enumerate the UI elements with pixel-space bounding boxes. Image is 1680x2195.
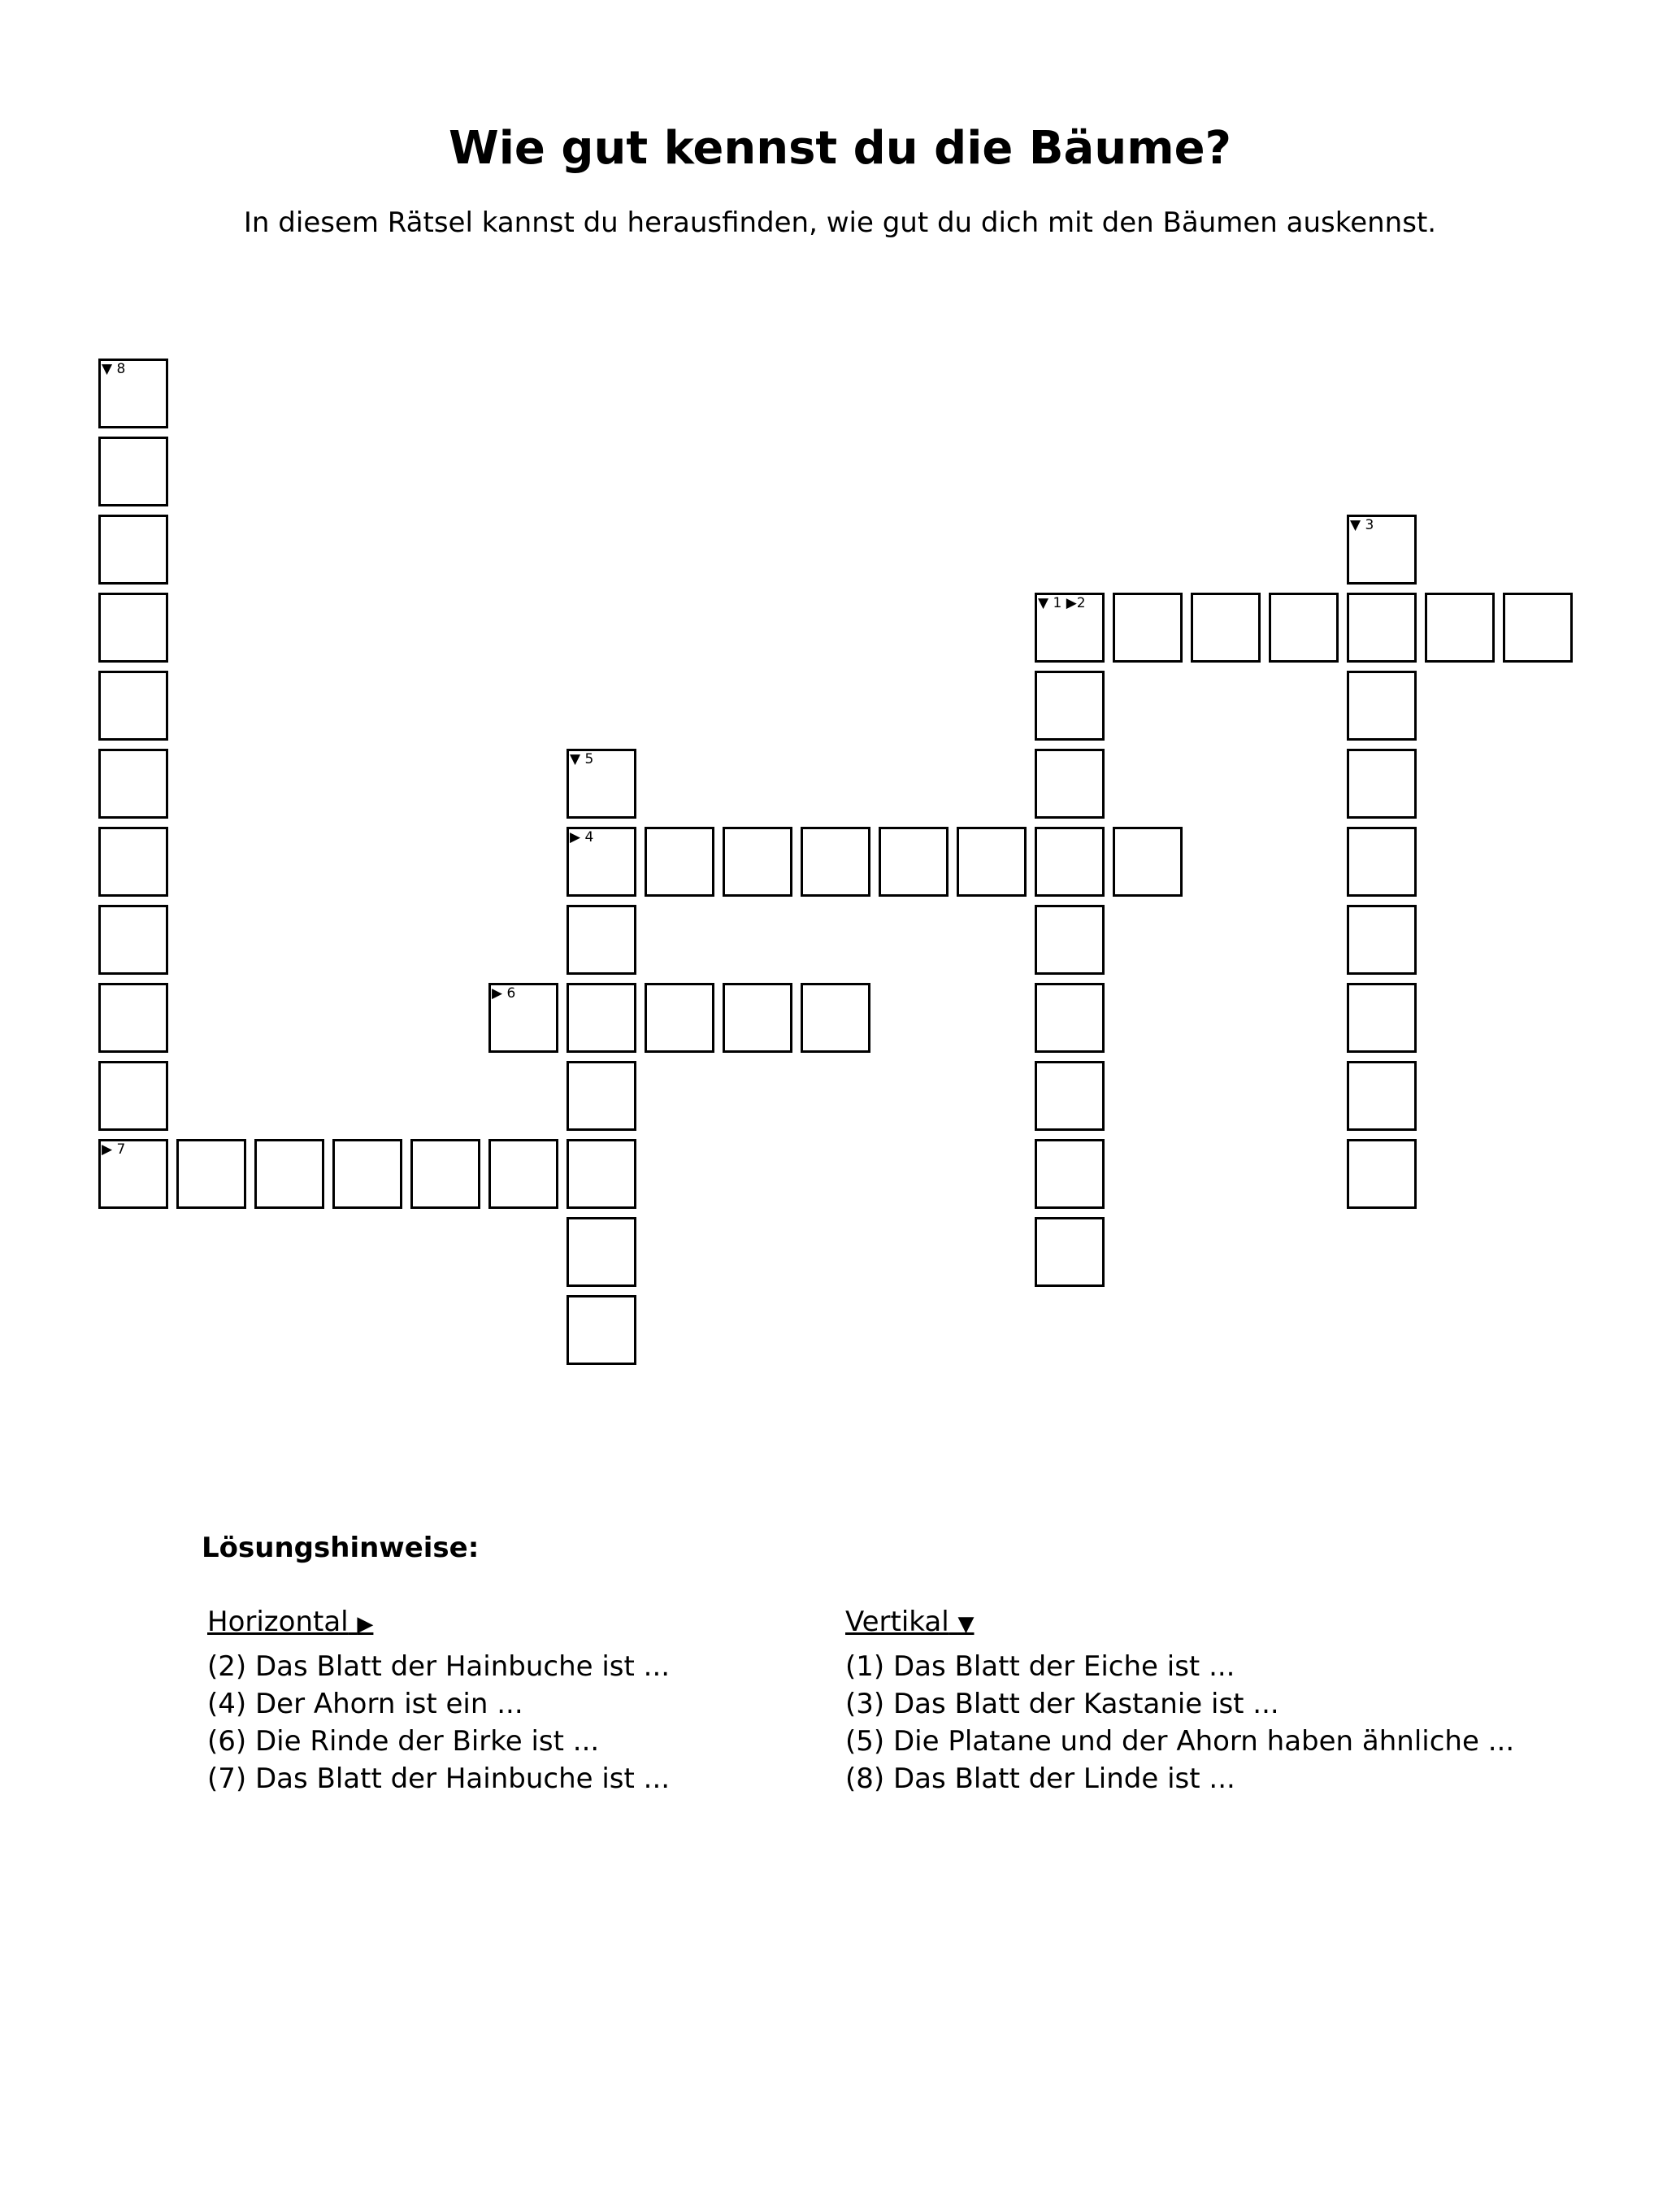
- crossword-cell[interactable]: [332, 1139, 402, 1209]
- crossword-cell[interactable]: [176, 1139, 246, 1209]
- clue-number: ▼ 1 ▶2: [1038, 595, 1086, 611]
- crossword-cell[interactable]: [488, 1139, 558, 1209]
- clue-vertical-5: (5) Die Platane und der Ahorn haben ähnliche ...: [845, 1725, 1515, 1758]
- crossword-cell[interactable]: [1347, 671, 1417, 741]
- clue-vertical-8: (8) Das Blatt der Linde ist ...: [845, 1763, 1235, 1795]
- crossword-cell[interactable]: [98, 593, 168, 663]
- crossword-cell[interactable]: [98, 515, 168, 585]
- clue-number: ▼ 3: [1350, 517, 1374, 533]
- crossword-cell[interactable]: [1035, 905, 1105, 975]
- hints-heading: Lösungshinweise:: [202, 1532, 480, 1564]
- clue-horizontal-7: (7) Das Blatt der Hainbuche ist ...: [207, 1763, 671, 1795]
- crossword-cell[interactable]: [1347, 827, 1417, 897]
- crossword-cell[interactable]: [1347, 749, 1417, 819]
- vertical-label: Vertikal: [845, 1606, 949, 1638]
- horizontal-label: Horizontal: [207, 1606, 349, 1638]
- down-arrow-icon: ▼: [957, 1612, 975, 1636]
- crossword-cell[interactable]: [1347, 1139, 1417, 1209]
- crossword-cell[interactable]: [1347, 593, 1417, 663]
- crossword-cell[interactable]: [1425, 593, 1495, 663]
- crossword-cell[interactable]: [567, 1139, 636, 1209]
- crossword-cell[interactable]: [1035, 671, 1105, 741]
- crossword-cell[interactable]: [567, 827, 636, 897]
- crossword-cell[interactable]: [567, 1295, 636, 1365]
- crossword-cell[interactable]: [1035, 983, 1105, 1053]
- clue-number: ▶ 7: [102, 1141, 126, 1158]
- crossword-cell[interactable]: [98, 827, 168, 897]
- crossword-cell[interactable]: [98, 905, 168, 975]
- crossword-cell[interactable]: [1503, 593, 1573, 663]
- clue-horizontal-2: (2) Das Blatt der Hainbuche ist ...: [207, 1650, 671, 1683]
- crossword-cell[interactable]: [1035, 1139, 1105, 1209]
- vertical-clues: [845, 1603, 1514, 1797]
- crossword-cell[interactable]: [1035, 749, 1105, 819]
- crossword-cell[interactable]: [879, 827, 949, 897]
- crossword-cell[interactable]: [488, 983, 558, 1053]
- crossword-cell[interactable]: [801, 827, 870, 897]
- crossword-cell[interactable]: [1113, 593, 1183, 663]
- clue-vertical-1: (1) Das Blatt der Eiche ist ...: [845, 1650, 1235, 1683]
- crossword-cell[interactable]: [957, 827, 1027, 897]
- page-subtitle: In diesem Rätsel kannst du herausfinden, wie gut du dich mit den Bäumen auskennst.: [243, 206, 1437, 239]
- crossword-cell[interactable]: [1113, 827, 1183, 897]
- crossword-cell[interactable]: [645, 827, 714, 897]
- crossword-cell[interactable]: [1347, 983, 1417, 1053]
- crossword-cell[interactable]: [645, 983, 714, 1053]
- crossword-cell[interactable]: [98, 671, 168, 741]
- crossword-cell[interactable]: [723, 827, 792, 897]
- clue-vertical-3: (3) Das Blatt der Kastanie ist ...: [845, 1688, 1279, 1720]
- crossword-cell[interactable]: [1191, 593, 1261, 663]
- page-title: Wie gut kennst du die Bäume?: [448, 122, 1232, 175]
- crossword-cell[interactable]: [98, 749, 168, 819]
- clue-number: ▶ 4: [570, 829, 594, 845]
- crossword-cell[interactable]: [1035, 593, 1105, 663]
- crossword-cell[interactable]: [567, 905, 636, 975]
- crossword-cell[interactable]: [723, 983, 792, 1053]
- crossword-cell[interactable]: [98, 1139, 168, 1209]
- horizontal-clues: [207, 1603, 670, 1797]
- crossword-cell[interactable]: [254, 1139, 324, 1209]
- crossword-cell[interactable]: [1035, 1061, 1105, 1131]
- crossword-cell[interactable]: [98, 983, 168, 1053]
- clue-horizontal-4: (4) Der Ahorn ist ein ...: [207, 1688, 523, 1720]
- crossword-cell[interactable]: [410, 1139, 480, 1209]
- vertical-heading: [845, 1603, 1514, 1643]
- crossword-cell[interactable]: [98, 359, 168, 428]
- clue-number: ▼ 5: [570, 751, 594, 767]
- crossword-cell[interactable]: [567, 749, 636, 819]
- horizontal-heading: [207, 1603, 670, 1643]
- clue-horizontal-6: (6) Die Rinde der Birke ist ...: [207, 1725, 600, 1758]
- crossword-cell[interactable]: [1347, 905, 1417, 975]
- crossword-cell[interactable]: [1035, 1217, 1105, 1287]
- crossword-cell[interactable]: [567, 983, 636, 1053]
- crossword-cell[interactable]: [98, 1061, 168, 1131]
- crossword-cell[interactable]: [567, 1217, 636, 1287]
- crossword-cell[interactable]: [1347, 515, 1417, 585]
- crossword-cell[interactable]: [1269, 593, 1339, 663]
- crossword-cell[interactable]: [1347, 1061, 1417, 1131]
- right-arrow-icon: ▶: [357, 1612, 374, 1636]
- clue-number: ▶ 6: [492, 985, 516, 1002]
- crossword-cell[interactable]: [98, 437, 168, 506]
- clue-number: ▼ 8: [102, 361, 126, 377]
- crossword-cell[interactable]: [567, 1061, 636, 1131]
- crossword-cell[interactable]: [1035, 827, 1105, 897]
- crossword-cell[interactable]: [801, 983, 870, 1053]
